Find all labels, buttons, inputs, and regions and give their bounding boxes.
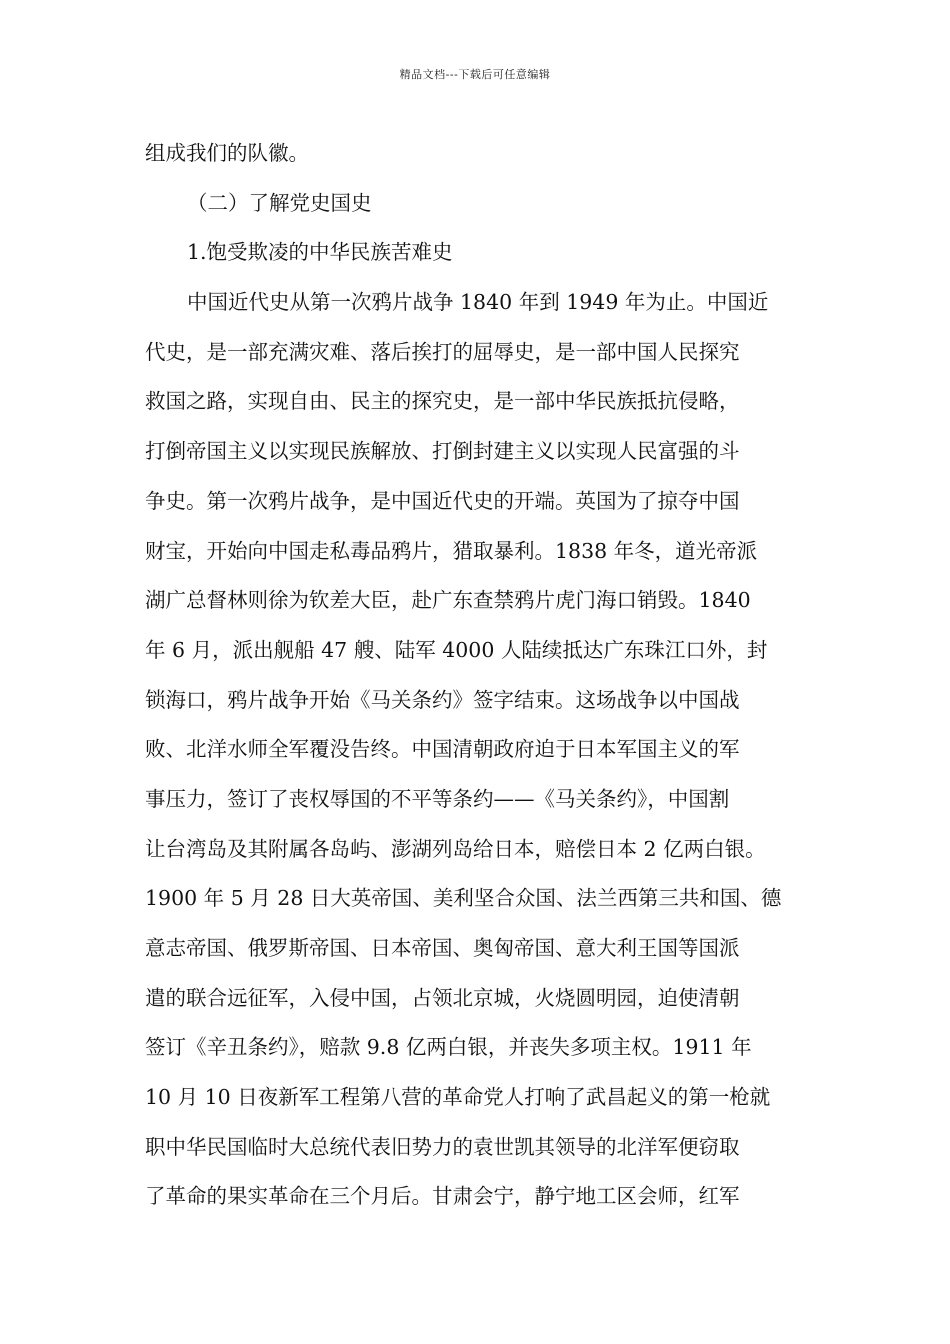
paragraph-line: 锁海口，鸦片战争开始《马关条约》签字结束。这场战争以中国战 [145, 687, 740, 712]
paragraph-line: 年 6 月，派出舰船 47 艘、陆军 4000 人陆续抵达广东珠江口外，封 [145, 637, 768, 662]
paragraph-line: 了革命的果实革命在三个月后。甘肃会宁，静宁地工区会师，红军 [145, 1184, 740, 1209]
paragraph-line: 财宝，开始向中国走私毒品鸦片，猎取暴利。1838 年冬，道光帝派 [145, 538, 758, 563]
paragraph-line: 事压力，签订了丧权辱国的不平等条约——《马关条约》，中国割 [145, 786, 730, 811]
paragraph-line: 湖广总督林则徐为钦差大臣，赴广东查禁鸦片虎门海口销毁。1840 [145, 588, 751, 613]
paragraph-line: 打倒帝国主义以实现民族解放、打倒封建主义以实现人民富强的斗 [145, 439, 740, 464]
paragraph-line: 1900 年 5 月 28 日大英帝国、美利坚合众国、法兰西第三共和国、德 [145, 886, 782, 911]
paragraph-line: 争史。第一次鸦片战争，是中国近代史的开端。英国为了掠夺中国 [145, 488, 740, 513]
paragraph-line: 代史，是一部充满灾难、落后挨打的屈辱史，是一部中国人民探究 [145, 339, 740, 364]
paragraph-line: 救国之路，实现自由、民主的探究史，是一部中华民族抵抗侵略， [145, 389, 740, 414]
paragraph-line: 意志帝国、俄罗斯帝国、日本帝国、奥匈帝国、意大利王国等国派 [145, 936, 740, 960]
subsection-heading: 1.饱受欺凌的中华民族苦难史 [187, 240, 453, 265]
paragraph-line: 遣的联合远征军，入侵中国，占领北京城，火烧圆明园，迫使清朝 [145, 985, 740, 1010]
paragraph-line: 组成我们的队徽。 [145, 141, 309, 165]
paragraph-line: 败、北洋水师全军覆没告终。中国清朝政府迫于日本军国主义的军 [145, 737, 740, 762]
page-header: 精品文档---下载后可任意编辑 [399, 68, 551, 81]
paragraph-line: 让台湾岛及其附属各岛屿、澎湖列岛给日本，赔偿日本 2 亿两白银。 [145, 836, 766, 861]
paragraph-line: 签订《辛丑条约》，赔款 9.8 亿两白银，并丧失多项主权。1911 年 [145, 1035, 752, 1060]
document-body [145, 129, 825, 1222]
paragraph-line: 中国近代史从第一次鸦片战争 1840 年到 1949 年为止。中国近 [187, 290, 769, 315]
paragraph-line: 职中华民国临时大总统代表旧势力的袁世凯其领导的北洋军便窃取 [145, 1134, 740, 1159]
section-heading: （二）了解党史国史 [187, 190, 372, 215]
paragraph-line: 10 月 10 日夜新军工程第八营的革命党人打响了武昌起义的第一枪就 [145, 1085, 771, 1110]
